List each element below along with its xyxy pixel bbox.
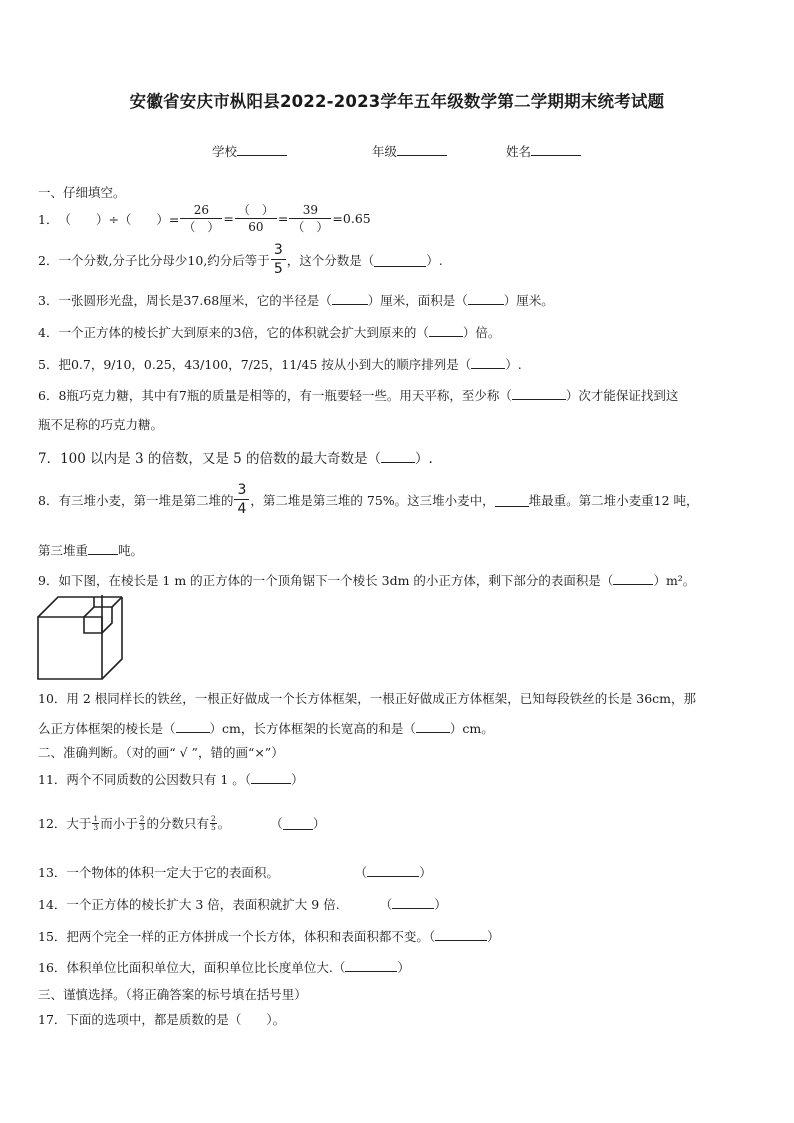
question-5 bbox=[38, 355, 522, 373]
q8-text: 8．有三堆小麦，第一堆是第二堆的 bbox=[38, 492, 234, 508]
q12-f3-denominator: 5 bbox=[211, 823, 216, 832]
q3-area-blank[interactable] bbox=[468, 291, 504, 305]
q4-text: 4．一个正方体的棱长扩大到原来的3倍，它的体积就会扩大到原来的（ bbox=[38, 325, 429, 340]
q8-continuation bbox=[38, 541, 143, 559]
q11-text-b: ） bbox=[291, 772, 304, 787]
q9-answer-blank[interactable] bbox=[613, 571, 653, 585]
q12-text-d: 。 bbox=[217, 816, 231, 831]
q6-answer-blank[interactable] bbox=[512, 386, 566, 400]
q12-f2-numerator: 2 bbox=[139, 813, 145, 823]
q16-text-b: ） bbox=[397, 960, 410, 975]
q2-text-c: ）. bbox=[426, 252, 443, 268]
q12-fraction-2 bbox=[139, 815, 146, 832]
q11-answer-blank[interactable] bbox=[251, 770, 291, 784]
q12-text-b: 而小于 bbox=[100, 816, 138, 831]
q14-paren-open: （ bbox=[379, 897, 393, 912]
q5-text: 5．把0.7，9/10，0.25，43/100，7/25，11/45 按从小到大的顺序排列是（ bbox=[38, 357, 472, 372]
school-blank[interactable] bbox=[237, 142, 287, 156]
q13-paren-open: （ bbox=[360, 865, 368, 880]
q1-f2-denominator: 60 bbox=[248, 220, 264, 234]
name-field bbox=[506, 142, 581, 160]
q3-text: 3．一张圆形光盘，周长是37.68厘米，它的半径是（ bbox=[38, 293, 332, 308]
q13-answer-blank[interactable] bbox=[367, 863, 419, 877]
question-15 bbox=[38, 927, 500, 945]
cut-cube-inner bbox=[84, 607, 112, 633]
q14-answer-blank[interactable] bbox=[392, 895, 434, 909]
q2-text: 2．一个分数,分子比分母少10,约分后等于 bbox=[38, 252, 270, 268]
question-1 bbox=[38, 204, 371, 233]
q16-text: 16．体积单位比面积单位大，面积单位比长度单位大.（ bbox=[38, 960, 346, 975]
q2-fraction bbox=[271, 243, 286, 276]
cube-front-face bbox=[38, 617, 102, 679]
q11-text: 11．两个不同质数的公因数只有 1 。（ bbox=[38, 772, 252, 787]
q12-f1-denominator: 3 bbox=[93, 823, 99, 832]
question-9 bbox=[38, 571, 695, 589]
q5-answer-blank[interactable] bbox=[471, 355, 505, 369]
q8-heaviest-blank[interactable] bbox=[495, 493, 529, 507]
q6-text: 6．8瓶巧克力糖，其中有7瓶的质量是相等的，有一瓶要轻一些。用天平称，至少称（ bbox=[38, 388, 512, 403]
page-title: 安徽省安庆市枞阳县2022-2023学年五年级数学第二学期期末统考试题 bbox=[129, 92, 665, 111]
grade-blank[interactable] bbox=[397, 142, 447, 156]
grade-label: 年级 bbox=[372, 144, 398, 159]
q15-answer-blank[interactable] bbox=[435, 927, 487, 941]
grade-field bbox=[372, 142, 447, 160]
question-13 bbox=[38, 863, 432, 881]
q7-text-b: ）. bbox=[415, 451, 433, 467]
q7-answer-blank[interactable] bbox=[381, 449, 415, 463]
q12-f1-numerator: 1 bbox=[93, 813, 99, 823]
q1-f1-denominator: （ ） bbox=[183, 220, 220, 234]
school-label: 学校 bbox=[212, 144, 238, 159]
q1-f1-numerator: 26 bbox=[193, 203, 210, 217]
q1-f3-numerator: 39 bbox=[302, 203, 319, 217]
cut-cube-front bbox=[84, 617, 102, 633]
q13-text: 13．一个物体的体积一定大于它的表面积。 bbox=[38, 865, 279, 880]
q12-paren-open: （ bbox=[270, 816, 283, 831]
q13-paren-close: ） bbox=[419, 865, 432, 880]
q9-text: 9．如下图，在棱长是 1 m 的正方体的一个顶角锯下一个棱长 3dm 的小正方体，剩下部分的表面积是（ bbox=[38, 573, 614, 588]
question-6 bbox=[38, 386, 678, 404]
question-2 bbox=[38, 243, 443, 276]
q12-text: 12．大于 bbox=[38, 816, 92, 831]
q12-fraction-1 bbox=[92, 815, 99, 832]
q8-numerator: 3 bbox=[237, 482, 247, 498]
q10-edge-blank[interactable] bbox=[176, 719, 210, 733]
question-4 bbox=[38, 323, 500, 341]
q1-f2-numerator: （ ） bbox=[237, 203, 274, 217]
q2-text-b: ，这个分数是（ bbox=[286, 252, 375, 268]
q2-answer-blank[interactable] bbox=[374, 253, 426, 267]
q9-text-b: ）m²。 bbox=[653, 573, 696, 588]
q8-text-e: 吨。 bbox=[118, 543, 144, 558]
q2-numerator: 3 bbox=[273, 242, 283, 258]
q1-tail: =0.65 bbox=[332, 211, 371, 226]
q12-text-c: 的分数只有 bbox=[146, 816, 209, 831]
q10-text: 10．用 2 根同样长的铁丝，一根正好做成一个长方体框架，一根正好做成正方体框架，已知每段铁丝的长是 36cm，那 bbox=[38, 691, 697, 706]
q1-equals-1: = bbox=[223, 211, 234, 226]
question-3 bbox=[38, 291, 554, 309]
q8-third-pile-blank[interactable] bbox=[88, 541, 118, 555]
q1-number: 1． bbox=[38, 211, 59, 227]
q16-answer-blank[interactable] bbox=[345, 958, 397, 972]
q1-equals-2: = bbox=[277, 211, 289, 226]
q6-continuation: 瓶不足称的巧克力糖。 bbox=[38, 417, 164, 432]
q6-text-b: ）次才能保证找到这 bbox=[565, 388, 679, 403]
q4-text-b: ）倍。 bbox=[462, 325, 501, 340]
cube-cutout-figure bbox=[36, 595, 126, 681]
q3-radius-blank[interactable] bbox=[332, 291, 368, 305]
section-1-heading: 一、仔细填空。 bbox=[38, 185, 126, 200]
q12-answer-blank[interactable] bbox=[283, 816, 313, 830]
q15-text: 15．把两个完全一样的正方体拼成一个长方体，体积和表面积都不变。（ bbox=[38, 929, 436, 944]
q10-sum-blank[interactable] bbox=[416, 719, 450, 733]
q3-text-c: ）厘米。 bbox=[503, 293, 554, 308]
q10-text-d: ）cm。 bbox=[449, 721, 494, 736]
q14-text: 14．一个正方体的棱长扩大 3 倍，表面积就扩大 9 倍. bbox=[38, 897, 340, 912]
q10-text-c: ）cm，长方体框架的长宽高的和是（ bbox=[209, 721, 416, 736]
question-11 bbox=[38, 770, 304, 788]
q8-denominator: 4 bbox=[237, 501, 247, 517]
q1-fraction-3 bbox=[289, 204, 331, 233]
section-2-heading: 二、准确判断。（对的画“ √ ”，错的画“×”） bbox=[38, 745, 284, 760]
q12-paren-close: ） bbox=[312, 816, 326, 831]
question-8 bbox=[38, 483, 699, 516]
q7-text: 7．100 以内是 3 的倍数，又是 5 的倍数的最大奇数是（ bbox=[38, 451, 381, 467]
q1-left: （ ）÷（ ）= bbox=[58, 211, 180, 227]
cube-top-left-edge bbox=[38, 597, 92, 617]
q2-denominator: 5 bbox=[273, 261, 283, 277]
question-12 bbox=[38, 814, 325, 832]
question-16 bbox=[38, 958, 410, 976]
q4-answer-blank[interactable] bbox=[429, 323, 463, 337]
question-10 bbox=[38, 689, 696, 707]
q12-f3-numerator: 2 bbox=[211, 813, 216, 823]
q10-continuation bbox=[38, 719, 494, 737]
section-3-heading: 三、谨慎选择。（将正确答案的标号填在括号里） bbox=[38, 987, 307, 1002]
question-14 bbox=[38, 895, 447, 913]
question-7 bbox=[38, 447, 433, 467]
name-label: 姓名 bbox=[506, 144, 532, 159]
q3-text-b: ）厘米，面积是（ bbox=[367, 293, 468, 308]
q1-fraction-1 bbox=[180, 204, 222, 233]
school-field bbox=[212, 142, 287, 160]
q14-paren-close: ） bbox=[434, 897, 447, 912]
question-17: 17．下面的选项中，都是质数的是（ ）。 bbox=[38, 1012, 286, 1027]
q8-text-d: 第三堆重 bbox=[38, 543, 89, 558]
q15-text-b: ） bbox=[487, 929, 500, 944]
q5-text-b: ）. bbox=[505, 357, 522, 372]
q8-text-c: 堆最重。第二堆小麦重12 吨， bbox=[528, 492, 699, 508]
q8-fraction bbox=[234, 483, 249, 516]
q1-fraction-2 bbox=[235, 204, 277, 233]
q10-text-b: 么正方体框架的棱长是（ bbox=[38, 721, 176, 736]
q12-f2-denominator: 3 bbox=[139, 823, 145, 832]
name-blank[interactable] bbox=[531, 142, 581, 156]
q8-text-b: ，第二堆是第三堆的 75%。这三堆小麦中， bbox=[250, 492, 495, 508]
q12-fraction-3 bbox=[210, 815, 217, 832]
q1-f3-denominator: （ ） bbox=[292, 220, 329, 234]
